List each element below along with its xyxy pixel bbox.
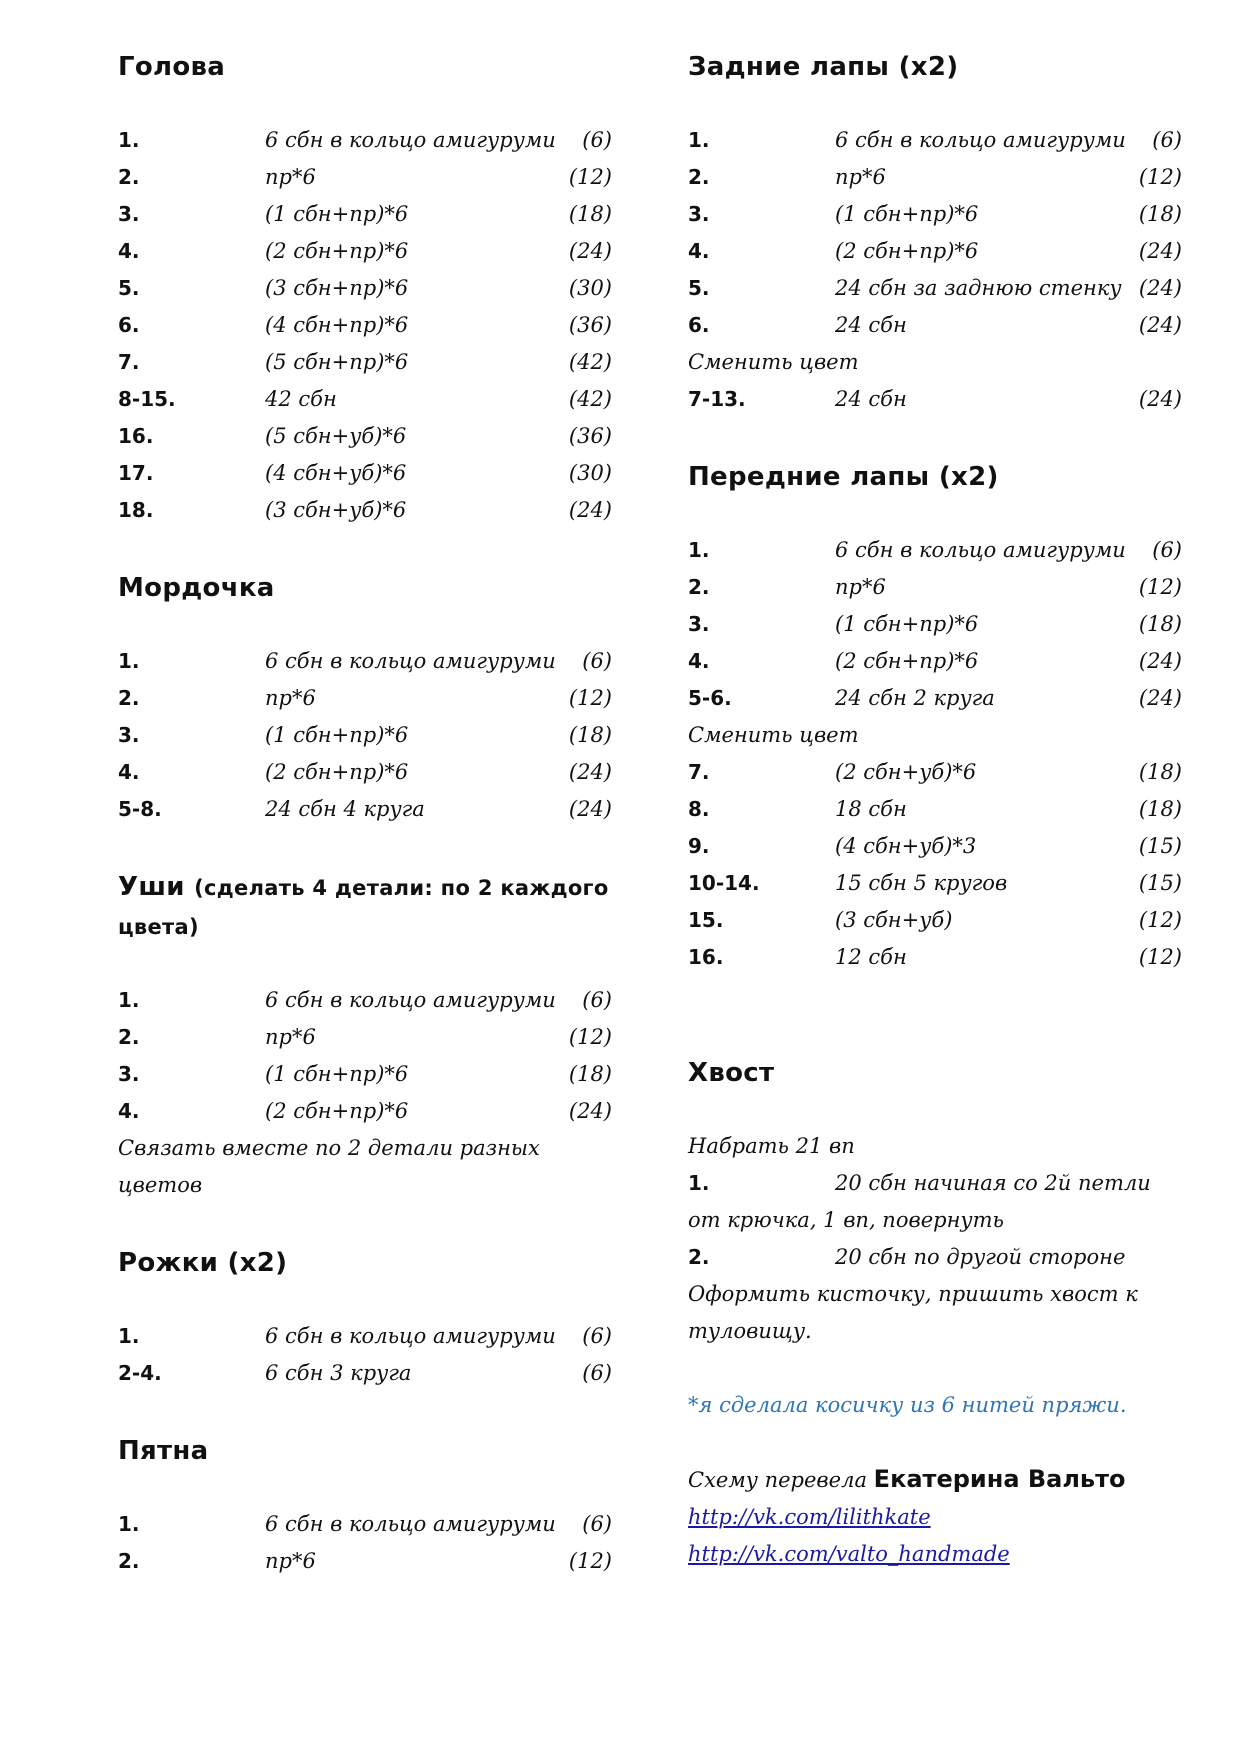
link-valto-handmade[interactable]: http://vk.com/valto_handmade: [688, 1542, 1010, 1566]
instruction-row: [118, 754, 618, 791]
row-stitch-count: (30): [568, 276, 612, 300]
row-instruction: пр*6: [835, 575, 886, 599]
row-stitch-count: (18): [1138, 612, 1182, 636]
instruction-row: [118, 791, 618, 828]
section-muzzle: [118, 569, 618, 828]
section-subtitle: (сделать 4 детали: по 2 каждого: [194, 876, 609, 900]
tail-finish-line2: туловищу.: [688, 1319, 812, 1343]
row-instruction: 24 сбн 2 круга: [835, 686, 995, 710]
rows-hind-2: [688, 381, 1188, 418]
ears-note-line2: цветов: [118, 1173, 203, 1197]
row-instruction: пр*6: [265, 1025, 316, 1049]
row-instruction: 20 сбн начиная со 2й петли: [835, 1171, 1151, 1195]
section-subtitle-cont: цвета): [118, 915, 199, 939]
author-name: Екатерина Вальто: [873, 1465, 1126, 1493]
row-stitch-count: (24): [568, 1099, 612, 1123]
rows-head: [118, 122, 618, 529]
row-number: 6.: [688, 313, 710, 337]
tail-row-1-cont: от крючка, 1 вп, повернуть: [688, 1208, 1004, 1232]
section-title-main: Уши: [118, 872, 185, 902]
right-column: [688, 48, 1188, 1573]
row-instruction: пр*6: [265, 686, 316, 710]
row-number: 3.: [118, 723, 140, 747]
section-title: Передние лапы (х2): [688, 462, 999, 492]
row-instruction: 24 сбн: [835, 387, 907, 411]
row-number: 2.: [118, 1549, 140, 1573]
row-stitch-count: (30): [568, 461, 612, 485]
section-title: Голова: [118, 52, 226, 82]
row-number: 4.: [118, 1099, 140, 1123]
instruction-row: [688, 828, 1188, 865]
row-number: 2-4.: [118, 1361, 162, 1385]
row-number: 1.: [688, 1171, 710, 1195]
row-stitch-count: (6): [582, 988, 612, 1012]
row-instruction: (1 сбн+пр)*6: [835, 202, 979, 226]
tail-line-cast-on: Набрать 21 вп: [688, 1134, 855, 1158]
row-stitch-count: (24): [1138, 276, 1182, 300]
section-front-legs: [688, 458, 1188, 976]
row-instruction: 18 сбн: [835, 797, 907, 821]
row-stitch-count: (18): [1138, 760, 1182, 784]
row-instruction: 6 сбн в кольцо амигуруми: [265, 988, 556, 1012]
section-title: [118, 868, 618, 946]
instruction-row: [688, 791, 1188, 828]
row-instruction: 6 сбн 3 круга: [265, 1361, 412, 1385]
rows-ears: [118, 982, 618, 1130]
instruction-row: [118, 270, 618, 307]
instruction-row: [118, 1019, 618, 1056]
tail-accent-note: *я сделала косичку из 6 нитей пряжи.: [688, 1393, 1127, 1417]
row-number: 7.: [688, 760, 710, 784]
row-instruction: пр*6: [265, 165, 316, 189]
row-instruction: 6 сбн в кольцо амигуруми: [265, 128, 556, 152]
row-stitch-count: (18): [568, 1062, 612, 1086]
row-number: 5-8.: [118, 797, 162, 821]
row-stitch-count: (36): [568, 313, 612, 337]
section-title: Мордочка: [118, 573, 275, 603]
instruction-row: [118, 307, 618, 344]
row-number: 2.: [688, 1245, 710, 1269]
instruction-row: [118, 680, 618, 717]
instruction-row: [688, 532, 1188, 569]
tail-row-2: [688, 1239, 1188, 1276]
row-number: 4.: [688, 649, 710, 673]
row-stitch-count: (24): [1138, 313, 1182, 337]
instruction-row: [118, 1543, 618, 1580]
row-instruction: (2 сбн+пр)*6: [835, 649, 979, 673]
section-title: Задние лапы (х2): [688, 52, 959, 82]
row-instruction: 6 сбн в кольцо амигуруми: [835, 538, 1126, 562]
row-stitch-count: (12): [568, 1549, 612, 1573]
row-stitch-count: (15): [1138, 871, 1182, 895]
instruction-row: [688, 196, 1188, 233]
row-instruction: (4 сбн+уб)*3: [835, 834, 977, 858]
instruction-row: [118, 233, 618, 270]
row-stitch-count: (24): [1138, 686, 1182, 710]
row-number: 7.: [118, 350, 140, 374]
row-stitch-count: (12): [568, 686, 612, 710]
row-stitch-count: (24): [1138, 387, 1182, 411]
change-color-note: Сменить цвет: [688, 350, 859, 374]
row-instruction: (5 сбн+уб)*6: [265, 424, 407, 448]
row-number: 1.: [118, 128, 140, 152]
ears-note-line1: Связать вместе по 2 детали разных: [118, 1136, 540, 1160]
row-instruction: (3 сбн+уб): [835, 908, 953, 932]
row-stitch-count: (6): [1152, 538, 1182, 562]
row-number: 8-15.: [118, 387, 176, 411]
row-instruction: (3 сбн+уб)*6: [265, 498, 407, 522]
row-number: 1.: [118, 649, 140, 673]
row-number: 3.: [688, 202, 710, 226]
section-ears: [118, 868, 618, 1204]
row-stitch-count: (12): [1138, 165, 1182, 189]
row-number: 16.: [118, 424, 154, 448]
row-number: 4.: [118, 760, 140, 784]
instruction-row: [118, 418, 618, 455]
instruction-row: [118, 492, 618, 529]
row-number: 2.: [118, 686, 140, 710]
row-stitch-count: (24): [1138, 649, 1182, 673]
row-instruction: (3 сбн+пр)*6: [265, 276, 409, 300]
row-instruction: (2 сбн+уб)*6: [835, 760, 977, 784]
row-number: 1.: [118, 1324, 140, 1348]
row-stitch-count: (6): [582, 1512, 612, 1536]
section-tail: [688, 1054, 1188, 1424]
row-instruction: 24 сбн за заднюю стенку: [835, 276, 1122, 300]
left-column: [118, 48, 618, 1580]
row-number: 3.: [118, 1062, 140, 1086]
section-title: Хвост: [688, 1058, 775, 1088]
row-number: 4.: [118, 239, 140, 263]
row-instruction: 6 сбн в кольцо амигуруми: [265, 1512, 556, 1536]
instruction-row: [688, 643, 1188, 680]
instruction-row: [118, 1506, 618, 1543]
row-stitch-count: (12): [568, 1025, 612, 1049]
section-credits: [688, 1461, 1188, 1573]
tail-row-1: [688, 1165, 1188, 1202]
section-head: [118, 48, 618, 529]
instruction-row: [118, 381, 618, 418]
rows-spots: [118, 1506, 618, 1580]
instruction-row: [688, 865, 1188, 902]
instruction-row: [118, 1093, 618, 1130]
instruction-row: [118, 1355, 618, 1392]
row-instruction: (1 сбн+пр)*6: [265, 202, 409, 226]
row-stitch-count: (42): [568, 350, 612, 374]
rows-hind: [688, 122, 1188, 344]
rows-muzzle: [118, 643, 618, 828]
instruction-row: [688, 939, 1188, 976]
row-stitch-count: (24): [568, 239, 612, 263]
row-stitch-count: (6): [582, 649, 612, 673]
row-number: 3.: [688, 612, 710, 636]
instruction-row: [118, 643, 618, 680]
link-lilithkate[interactable]: http://vk.com/lilithkate: [688, 1505, 931, 1529]
row-instruction: 24 сбн: [835, 313, 907, 337]
section-title: Рожки (х2): [118, 1248, 288, 1278]
row-stitch-count: (24): [568, 797, 612, 821]
row-stitch-count: (6): [582, 1361, 612, 1385]
row-number: 2.: [118, 165, 140, 189]
row-number: 9.: [688, 834, 710, 858]
row-instruction: (5 сбн+пр)*6: [265, 350, 409, 374]
instruction-row: [118, 159, 618, 196]
rows-horns: [118, 1318, 618, 1392]
row-stitch-count: (18): [568, 202, 612, 226]
row-instruction: пр*6: [265, 1549, 316, 1573]
row-instruction: (2 сбн+пр)*6: [835, 239, 979, 263]
section-spots: [118, 1432, 618, 1580]
instruction-row: [118, 122, 618, 159]
instruction-row: [118, 344, 618, 381]
row-instruction: (4 сбн+пр)*6: [265, 313, 409, 337]
row-instruction: (2 сбн+пр)*6: [265, 1099, 409, 1123]
row-instruction: (1 сбн+пр)*6: [265, 1062, 409, 1086]
row-instruction: (2 сбн+пр)*6: [265, 760, 409, 784]
row-stitch-count: (36): [568, 424, 612, 448]
row-number: 16.: [688, 945, 724, 969]
instruction-row: [118, 196, 618, 233]
instruction-row: [688, 381, 1188, 418]
instruction-row: [118, 455, 618, 492]
row-instruction: (1 сбн+пр)*6: [835, 612, 979, 636]
row-stitch-count: (18): [568, 723, 612, 747]
row-instruction: 15 сбн 5 кругов: [835, 871, 1008, 895]
row-number: 8.: [688, 797, 710, 821]
instruction-row: [688, 122, 1188, 159]
row-stitch-count: (24): [1138, 239, 1182, 263]
instruction-row: [118, 1056, 618, 1093]
instruction-row: [118, 717, 618, 754]
row-stitch-count: (24): [568, 760, 612, 784]
instruction-row: [688, 569, 1188, 606]
change-color-note: Сменить цвет: [688, 723, 859, 747]
row-stitch-count: (6): [582, 1324, 612, 1348]
row-instruction: 42 сбн: [265, 387, 337, 411]
rows-front: [688, 532, 1188, 717]
row-stitch-count: (12): [1138, 908, 1182, 932]
row-instruction: пр*6: [835, 165, 886, 189]
row-instruction: 24 сбн 4 круга: [265, 797, 425, 821]
instruction-row: [688, 606, 1188, 643]
row-instruction: 6 сбн в кольцо амигуруми: [835, 128, 1126, 152]
row-stitch-count: (12): [568, 165, 612, 189]
row-stitch-count: (6): [582, 128, 612, 152]
credits-line: [688, 1461, 1188, 1499]
instruction-row: [688, 754, 1188, 791]
row-instruction: (2 сбн+пр)*6: [265, 239, 409, 263]
row-number: 15.: [688, 908, 724, 932]
row-stitch-count: (12): [1138, 575, 1182, 599]
instruction-row: [688, 307, 1188, 344]
row-instruction: 20 сбн по другой стороне: [835, 1245, 1126, 1269]
rows-front-2: [688, 754, 1188, 976]
row-stitch-count: (15): [1138, 834, 1182, 858]
row-stitch-count: (12): [1138, 945, 1182, 969]
instruction-row: [688, 233, 1188, 270]
section-hind-legs: [688, 48, 1188, 418]
row-number: 2.: [688, 165, 710, 189]
row-number: 1.: [688, 128, 710, 152]
row-number: 1.: [118, 988, 140, 1012]
row-instruction: 12 сбн: [835, 945, 907, 969]
row-instruction: (4 сбн+уб)*6: [265, 461, 407, 485]
instruction-row: [688, 902, 1188, 939]
row-number: 5.: [118, 276, 140, 300]
row-stitch-count: (42): [568, 387, 612, 411]
row-number: 7-13.: [688, 387, 746, 411]
row-stitch-count: (18): [1138, 202, 1182, 226]
section-title: Пятна: [118, 1436, 209, 1466]
row-stitch-count: (6): [1152, 128, 1182, 152]
row-number: 2.: [118, 1025, 140, 1049]
tail-finish-line1: Оформить кисточку, пришить хвост к: [688, 1282, 1138, 1306]
row-number: 17.: [118, 461, 154, 485]
instruction-row: [688, 159, 1188, 196]
instruction-row: [688, 270, 1188, 307]
credits-prefix: Схему перевела: [688, 1468, 867, 1492]
instruction-row: [118, 982, 618, 1019]
row-instruction: 6 сбн в кольцо амигуруми: [265, 1324, 556, 1348]
section-horns: [118, 1244, 618, 1392]
row-number: 6.: [118, 313, 140, 337]
row-number: 10-14.: [688, 871, 760, 895]
row-number: 3.: [118, 202, 140, 226]
row-stitch-count: (18): [1138, 797, 1182, 821]
row-number: 4.: [688, 239, 710, 263]
row-number: 1.: [688, 538, 710, 562]
row-number: 18.: [118, 498, 154, 522]
row-number: 2.: [688, 575, 710, 599]
row-number: 5.: [688, 276, 710, 300]
row-number: 5-6.: [688, 686, 732, 710]
row-instruction: (1 сбн+пр)*6: [265, 723, 409, 747]
row-instruction: 6 сбн в кольцо амигуруми: [265, 649, 556, 673]
row-number: 1.: [118, 1512, 140, 1536]
instruction-row: [118, 1318, 618, 1355]
instruction-row: [688, 680, 1188, 717]
row-stitch-count: (24): [568, 498, 612, 522]
